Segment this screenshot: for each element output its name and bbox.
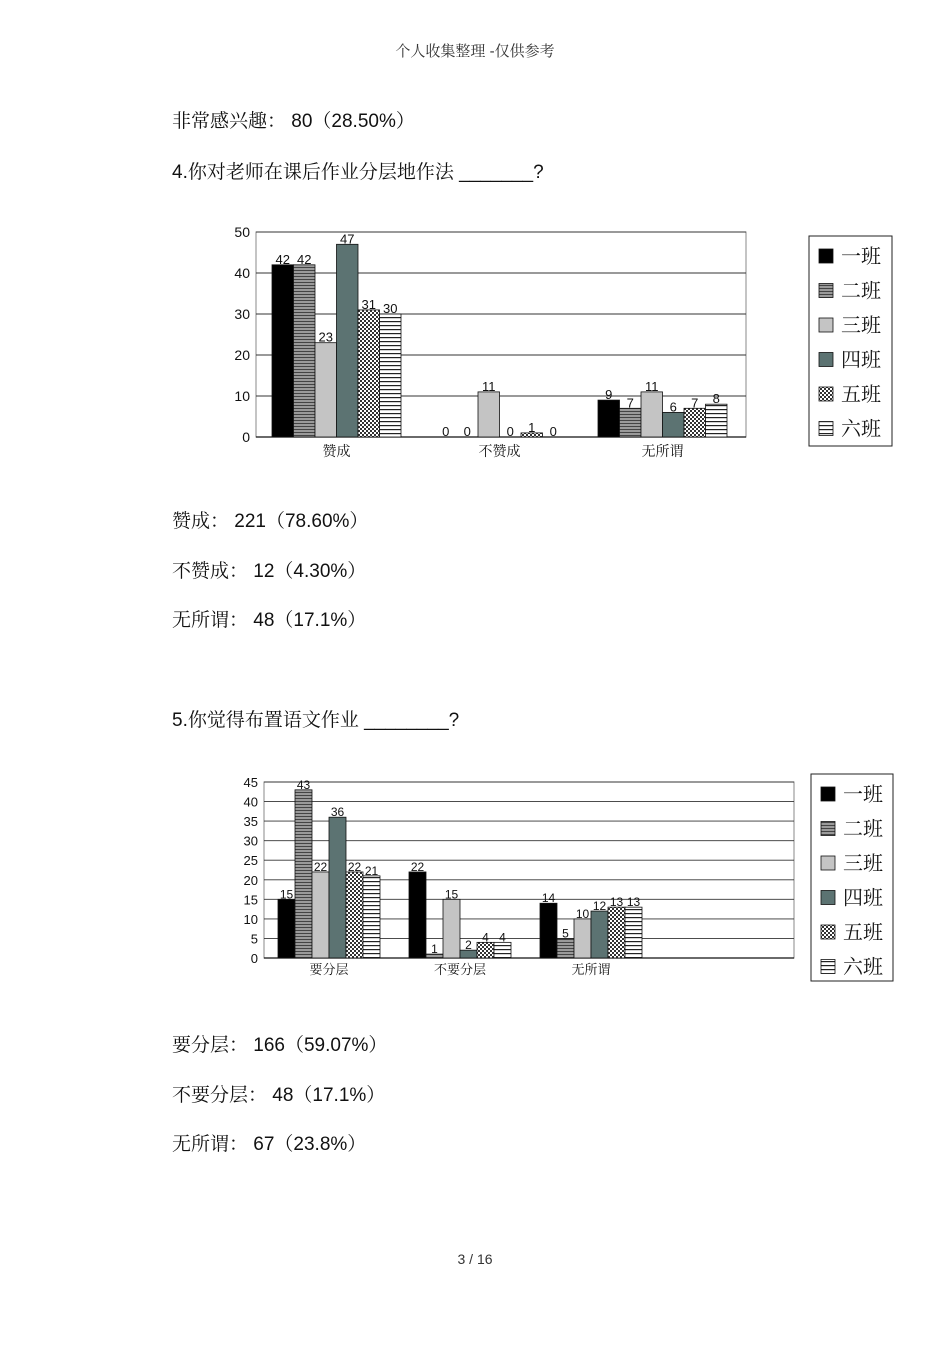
data-label: 5 [562,926,569,941]
bar [312,872,329,958]
data-label: 7 [626,395,634,411]
bar [329,817,346,958]
legend-label: 六班 [841,418,881,441]
result-disagree: 不赞成： 12（4.30%） [172,561,367,582]
category-label: 无所谓 [641,443,684,459]
data-label: 4 [499,930,506,945]
legend-label: 四班 [843,887,883,910]
data-label: 13 [609,895,624,910]
bar [409,872,426,958]
legend-swatch [819,318,833,332]
data-label: 13 [626,895,641,910]
legend-swatch [821,856,835,870]
bar [295,790,312,958]
legend-label: 一班 [843,784,883,806]
chart-chinese-homework-layering [244,774,893,981]
data-label: 6 [669,399,677,415]
data-label: 0 [463,424,471,439]
data-label: 42 [275,251,290,267]
legend-swatch [819,249,833,263]
legend-swatch [821,787,835,801]
category-label: 不赞成 [478,443,521,459]
y-tick-label: 0 [250,951,258,966]
bar [272,265,294,437]
chart-homework-layering-opinion [234,224,892,459]
data-label: 22 [347,859,362,874]
y-tick-label: 10 [234,388,250,404]
result-no-preference: 无所谓： 67（23.8%） [172,1134,367,1155]
question-4: 4.你对老师在课后作业分层地作法 _______? [172,162,544,183]
legend-label: 三班 [843,853,883,875]
bar [591,911,608,958]
y-tick-label: 20 [234,347,250,363]
legend-label: 一班 [841,246,881,268]
bar [494,942,511,958]
category-label: 要分层 [309,962,349,977]
bar [641,392,663,437]
bar [315,343,337,437]
page-header: 个人收集整理 -仅供参考 [395,43,555,60]
y-tick-label: 35 [243,814,258,830]
data-label: 10 [575,906,590,921]
legend-swatch [821,925,835,939]
bar [557,938,574,958]
bar [574,919,591,958]
bar [278,899,295,958]
data-label: 23 [318,329,333,345]
y-tick-label: 25 [243,853,258,869]
category-label: 无所谓 [571,962,611,977]
data-label: 22 [410,859,425,874]
legend-swatch [819,353,833,367]
y-tick-label: 15 [243,892,258,908]
bar [684,408,706,437]
bar [358,310,380,437]
data-label: 47 [340,231,355,247]
y-tick-label: 0 [242,429,250,445]
y-tick-label: 40 [243,794,258,810]
data-label: 0 [442,424,450,439]
legend-label: 三班 [841,315,881,337]
data-label: 11 [482,378,496,394]
data-label: 2 [465,938,472,953]
data-label: 11 [645,378,659,394]
legend-swatch [821,960,835,974]
bar [478,392,500,437]
bar [608,907,625,958]
legend-swatch [819,422,833,436]
data-label: 14 [541,891,556,906]
y-tick-label: 50 [234,224,250,240]
data-label: 0 [506,424,514,439]
bar [363,876,380,958]
y-tick-label: 30 [243,833,258,849]
data-label: 1 [528,419,536,435]
data-label: 12 [592,899,607,914]
bar [294,265,316,437]
data-label: 43 [296,777,311,792]
y-tick-label: 10 [243,911,258,927]
legend-swatch [821,822,835,836]
legend-swatch [821,891,835,905]
legend-label: 五班 [843,922,883,944]
data-label: 21 [364,863,379,878]
bar [443,899,460,958]
legend-label: 二班 [843,818,883,841]
data-label: 1 [431,942,438,957]
bar [706,404,728,437]
data-label: 15 [444,887,459,902]
category-label: 不要分层 [433,962,487,977]
legend-label: 五班 [841,384,881,406]
data-label: 8 [712,391,720,407]
bar [625,907,642,958]
data-label: 4 [482,930,489,945]
bar [380,314,402,437]
bar [337,244,359,437]
bar [540,903,557,958]
result-layered: 要分层： 166（59.07%） [172,1035,388,1056]
y-tick-label: 40 [234,265,250,281]
data-label: 0 [549,424,557,439]
question-5: 5.你觉得布置语文作业 ________? [172,710,460,731]
y-tick-label: 20 [243,872,258,888]
bar [477,942,494,958]
bar [598,400,620,437]
data-label: 36 [330,805,345,820]
result-indifferent: 无所谓： 48（17.1%） [172,610,367,631]
data-label: 42 [297,251,312,267]
data-label: 7 [691,395,699,411]
result-agree: 赞成： 221（78.60%） [172,511,369,532]
bar [346,872,363,958]
data-label: 15 [279,887,294,902]
y-tick-label: 30 [234,306,250,322]
data-label: 31 [361,296,376,312]
category-label: 赞成 [322,443,351,459]
legend-label: 六班 [843,956,883,979]
data-label: 22 [313,859,328,874]
bar [620,408,642,437]
y-tick-label: 5 [250,931,258,947]
y-tick-label: 45 [243,775,258,790]
data-label: 30 [383,301,398,316]
legend-swatch [819,284,833,298]
legend-label: 二班 [841,280,881,303]
data-label: 9 [605,387,613,403]
legend-swatch [819,387,833,401]
legend-label: 四班 [841,349,881,372]
result-not-layered: 不要分层： 48（17.1%） [172,1085,386,1106]
page-number: 3 / 16 [457,1251,493,1267]
bar [663,412,685,437]
result-very-interested: 非常感兴趣： 80（28.50%） [172,111,415,132]
